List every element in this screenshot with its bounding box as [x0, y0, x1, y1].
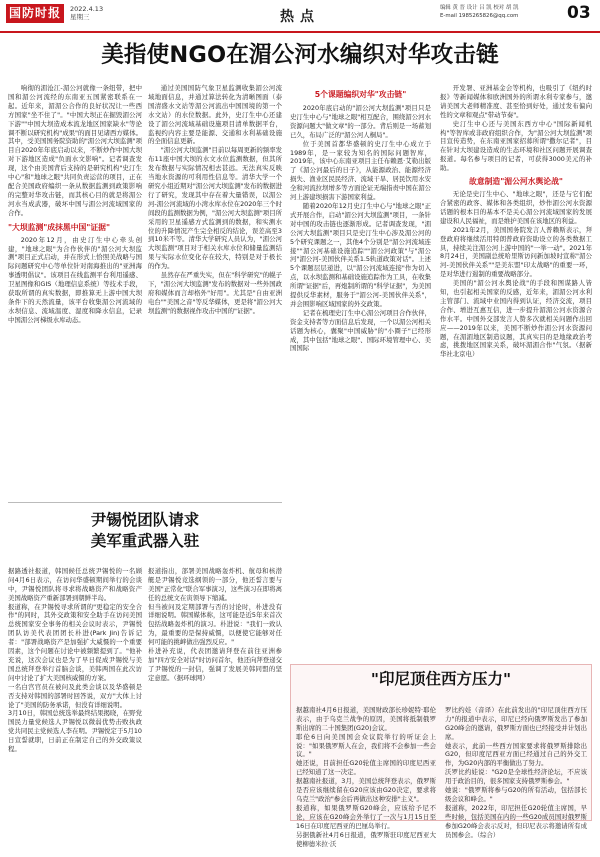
editor-email: E-mail 1985265826@qq.com	[440, 12, 519, 19]
subheading: 5个课题编织对华"攻击链"	[314, 90, 407, 99]
masthead	[0, 0, 600, 38]
issue-date: 2022.4.13	[70, 5, 104, 13]
article-column-4	[440, 84, 592, 359]
story-title: "印尼顶住西方压力"	[370, 670, 512, 688]
issue-date-block	[70, 5, 103, 21]
article-column-3	[290, 90, 431, 353]
story-text: 罗比约娃（音译）在此前发出的"印尼顶住西方压力"的报道中表示，印尼已经向俄罗斯发出了参加G20峰会的邀请，俄罗斯方面也已经接受并计划出席。 她表示，此前一些西方国家要求将俄罗斯排除出G20，但印度尼西亚方面已经通过自己的外交工作，为G20内部的平衡做出了努力。 沃罗比约娃说："G20是全球性经济论坛，不应该用于政治目的，很多国家支持俄罗斯参会。" 她说："俄罗斯将参与G20的所有活动，包括部长级会议和峰会。" 报道称，2022年，印尼担任G20轮值主席国，早些时候，包括美国在内的一些G20成员国对俄罗斯参加G20峰会表示反对，但印尼表示将邀请所有成员国参会。（综合）	[445, 705, 587, 839]
newspaper-logo: 国防时报	[6, 4, 64, 23]
paragraph: 无论是史汀生中心、"地球之眼"，还是与它们配合紧密的政客、媒体和各类组织，炒作湄公河水资源话题的根本目的基本不是关心湄公河流域国家的发展建设和人民福祉，而是维护美国在该地区的利益。	[440, 190, 592, 225]
paragraph: 记者在梳理史汀生中心湄公河项目合作伙伴，资金支持者等方面信息后发现，一个以湄公河相关话题为核心，囊聚"中国威胁"的"小圈子"已经形成，其中包括"地球之眼"、国际环境管理中心、美国国际	[290, 308, 431, 353]
paragraph: 史汀生中心还与美国东西方中心"国际新闻机构"等智库或非政府组织合作，为"湄公河大坝监测"项目宣传造势，在东南亚国家招募所谓"撒尔记者"，目在针对大坝建设造成的生态环境和社区问题开展调查报道。每名参与项目的记者，可获得3000美元的补助。	[440, 119, 592, 173]
paragraph: 通过美国国防气象卫星监测收集湄公河流域地面信息，并通过算法转化为清晰图面（泰国清盛水文站等湄公河流出中国国境的第一个水文站）的水位数据。此外，史汀生中心还建设了湄公河流域基础设施项目清单数据平台，监视约内容主要是能源、交通和水利基础设施的全面信息更新。	[148, 84, 282, 146]
page-number: 03	[567, 3, 591, 23]
story-title	[8, 510, 282, 552]
paragraph: 美国的"湄公河水舆论战"的手段和图谋路人皆知，也引起相关国家的反感，近年来，湄湄公河水利主管部门、流域中业国内得到认证，经济交流，项目合作、增进互惠互信，进一步提升湄湄公河水资源合作水平。中国外交部发言人赞多次就相关问题作出回应——2019年以来，美国不断炒作湄公河水资源问题，在湄湄地区制造议题，其真实目的是地缘政治考虑，挑拨地区国家关系，破坏湄湄合作"气氛。（据新华社北京电）	[440, 279, 592, 359]
subheading: "大坝监测"成抹黑中国"证据"	[8, 222, 111, 232]
issue-weekday: 星期三	[70, 13, 90, 21]
paragraph: 2020年底启动的"湄公河大坝监测"项目只是史汀生中心与"地球之眼"相互配合，围绕湄公河水资源问题大"做文章"的一部分。背后则是一场蓄划已久，布局广泛的"湄公河人桐局"。	[290, 104, 431, 139]
article-column-2	[148, 84, 282, 316]
paragraph: 2021年2月，美国国务院发言人普赖斯表示，拜登政府将继续活用特朗普政府资助设立的各类数据工具，持续关注湄公河上游中国的"一举一动"。2021年8月24日，美国副总统哈里斯访问新加坡时宣称"湄公河-美国伙伴关系""是美东盟"印太战略"的重要一环，是对华进行遏制的重要战略部分。	[440, 225, 592, 279]
story-column	[8, 558, 142, 820]
story-text: 报道指出，部署美国战略轰炸机、航母和核潜艇是尹锡悦竞选纲领的一部分，他还誓言要与美国"正常化"联合军事演习，这些演习在即将离任的总统文在寅领导下缩减。 但当被问及定期部署与否的讨论时，朴进没有详细说明。韩国媒体称，这可能是近5年来首次包括战略轰炸机的演习。朴进说："我们一致认为，最重要的是保持威慑，以便使它能够对任何可能的挑衅做出强烈反应。" 朴进补充说，代表团邀请拜登在前往亚洲参加"四方安全对话"时访问首尔，他还向拜登递交了尹锡悦的一封信，强调了发展美韩同盟的坚定意愿。（据环球网）	[148, 566, 282, 682]
editor-credits	[440, 5, 566, 20]
story-column	[445, 697, 587, 839]
story-title-line-1: 尹锡悦团队请求	[90, 511, 200, 529]
story-column	[296, 697, 436, 848]
masthead-rule	[0, 31, 600, 33]
story-text: 据越南社4月6日报道，美国财政部长珍妮特·耶伦表示，由于乌克兰战争的原因，美国将抵制俄罗斯出席的二十国集团(G20)会议。 耶伦6日向美国国会众议院举行的听证会上说："如果俄罗斯人在会，我们将不会参加一些会议。" 她还说，目前担任G20轮值主席国的印度尼西亚已经知道了这一决定。 据越南社报道，3月，美国总统拜登表示，俄罗斯是否应该继续留在G20应该由G20决定，要求将乌克兰"政治"参会后再做出这种安排"主义"。 报道称，如果俄罗斯G20峰会，应该给予尼不论，应该在G20峰会外举行了一次与1月15日至16日在印度尼西亚的巴厘岛举行。 另据俄新社4月6日报道，俄罗斯驻印度尼西亚大使柳德米拉·沃	[296, 705, 436, 848]
paragraph: 随着2020年12月史汀生中心与"地球之眼"正式开展合作，启动"湄公河大坝监测"项目，一条针对中国的攻击链也逐渐形成。记者调查发现，"湄公河大坝监测"项目只是史汀生中心涉及湄公河的5个研究课题之一，其他4个分别是"湄公河流域连接""湄公河基础设施追踪""湄公河政策"与"湄公河"湄公河-美国伙伴关系1.5轨道政策对话"。上述5个课题层层递进，以"湄公河流域连接"作为切入点，以水坝监测和基础设施追踪作为工具，在收集所谓"证据"后，再炮制所谓的"科学证据"，为美国提供反华素材，服务于"湄公河-美国伙伴关系"，并会围影响区域国家的外交政策。	[290, 201, 431, 308]
paragraph: "湄公河大坝监测"目前以每周更新的频率发布11座中国大坝的水文水位监测数据，但其所发布数据与实际情况相去甚远。无法真实反映当地水资源的可利用性信息等。清华大学一个研究小组近期对"湄公河大坝监测"发布的数据进行了研究，发现其中存在着大量错误，以湄公河-湄公河流域的小湾水库水位在2020年三个时间段的监测数据为例，"湄公河大坝监测"项目所采用的卫星遥感方式监测到的数据，和实测水位的升降情况产生完全相反的结论，误差高至3到10米不等。清华大学研究人员认为，"湄公河大坝监测"项目对于相关水库水位和储量监测结果与实际水位变化存在较大，特别是对于极长的作为。	[148, 146, 282, 271]
paragraph: 位于美国首都华盛顿的史汀生中心成立于1989年，是一家较为知名的国际问题智库，2019年，该中心东南亚项目主任布赖恩·艾勒出版了《湄公河最后的日子》，从能源政治、能源经济损失、渔业区民民经济、流域干旱、居民饮用水安全和河流拉坝增多等方面论证无端指责中国在湄公河上游建坝损害下游国家利益。	[290, 139, 431, 202]
story-title-line-2: 美军重武器入驻	[90, 532, 200, 550]
paragraph: 响彻的湄沧江-湄公河就像一条纽带，把中国和湄公河流经的东南亚五国紧密联系在一起。近年来，湄湄公合作的良好状况让一些西方国家"坐不住了"。"中国大坝正在掘毁湄公河下游""中国大坝造成本流龙地区国家缺水"等论调不断以研究机构"成果"的面目见诸西方媒体。其中，受美国国务院资助的"湄公河大坝监测"项目自2020年年底启动以来，不断炒作中国大坝对下游地区造成"负面水文影响"。记者调查发现，这个由美国背后支持的是研究机构"史汀生中心"和"地球之眼"共同负责运营的项目，正在配合美国政府编织一条从数据监测到政策影响的完整对华攻击链，而其核心目的就是将湄公河水当成武器，破坏中国与湄公河流域国家的合作。	[8, 84, 142, 217]
paragraph: 开发署、亚洲基金会等机构，也吸引了《纽约时报》等新闻媒体和欧洲国外的所谓水利专家参与，邀请美国大老师精准度、甚至恰到好处，通过发布偏向性的文章和观点"带动节奏"。	[440, 84, 592, 119]
subheading: 故意制造"湄公河水舆论战"	[469, 177, 563, 187]
section-title: 热点	[280, 9, 320, 25]
paragraph: 2020年12月，由史汀生中心牵头创建，"地球之眼"为合作伙伴的"湄公河大坝监测"项目正式启动，并在形式上恰照美战略与国际问题研究中心等单位针对南海推出的"亚洲海事透明倡议"。该项目在线监测平台利用遥感、卫星图像和GIS（地理信息系统）等技术手段，获取所谓的真实数据，即推算无上游中国大坝条件下的天然流量，该平台收集湄公河流域的水坝信息、流域温度、湿度和降水信息，记录中国湄公河梯级水库动态。	[8, 235, 142, 324]
editor-names: 编辑 黄 晋 设计 吕 凯 校对 胡 凯	[440, 5, 519, 11]
story-text: 据路透社报道，韩国候任总统尹锡悦的一名顾问4月6日表示，在访问华盛顿期间举行的会谈中，尹锡悦团队将寻求将战略资产和战略资产美国战略资产重新部署到朝鲜半岛。 报道称，在尹锡悦寻求所谓的"更稳定的安全合作"的同时，其外交政策和安全助手在访问美国总统国家安全事务的相关会议时表示，尹锡悦团队访美代表团团长朴进(Park Jin)告诉记者："部署战略资产是加强扩大威慑的一个重要因素，这个问题在讨论中被频繁提到了。"他补充说，这次会议也是为了早日促成尹锡悦与美国总统拜登举行首脑会谈，美韩两国在此次访问中讨论了扩大美国核威慑的方案。 一名白宫官员在被问及此类会谈以及华盛顿是否支持对韩国的部署时回答说，双方"大体上讨论了"美国的防务承诺，但没有详细说明。 3月10日，韩国总统选举最终结果揭晓，在野党国民力量党候选人尹锡悦以微弱优势击败执政党共同民主党候选人李在明。尹锡悦定于5月10日宣誓就职，日前正在制定自己的外交政策议程。	[8, 566, 142, 754]
paragraph: 虽然存在严重失实，但在"科学研究"的幌子下，"湄公河大坝监测"发布的数据对一些外国政府和媒体而言却格外"好用"。尤其是"自由亚洲电台""美国之音"等反华媒体，更是将"湄公河大坝监测"的数据视作攻击中国的"证据"。	[148, 271, 282, 315]
story-column	[148, 558, 282, 820]
main-headline: 美指使NGO在湄公河水编织对华攻击链	[101, 42, 499, 68]
article-column-1	[8, 84, 142, 325]
divider	[8, 502, 282, 503]
